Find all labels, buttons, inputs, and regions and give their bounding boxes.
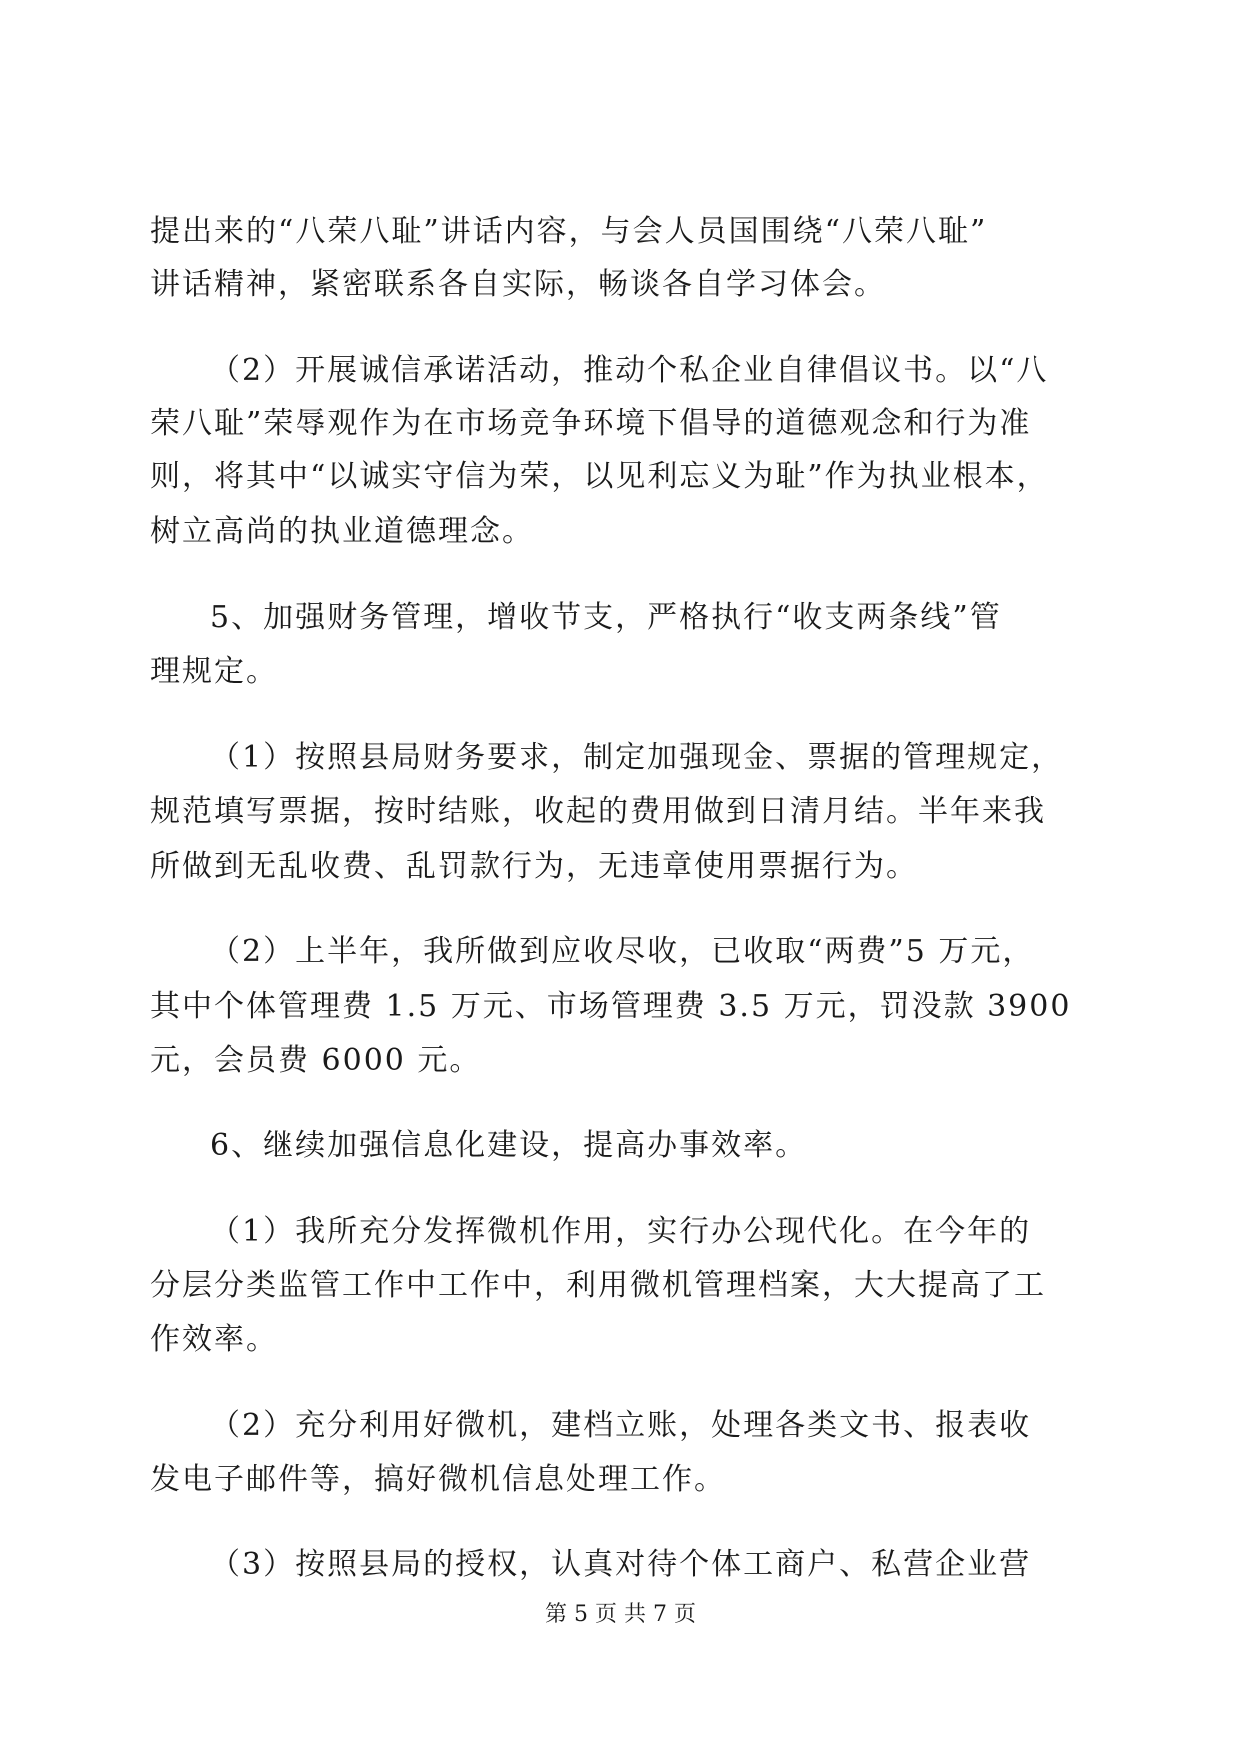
text-line-16: （1）我所充分发挥微机作用，实行办公现代化。在今年的 [210, 1214, 1032, 1249]
text-line-20: 发电子邮件等，搞好微机信息处理工作。 [150, 1462, 726, 1497]
text-line-13: 其中个体管理费 1.5 万元、市场管理费 3.5 万元，罚没款 3900 [150, 989, 1072, 1024]
text-line-10: 规范填写票据，按时结账，收起的费用做到日清月结。半年来我 [150, 794, 1046, 829]
text-line-5: 则，将其中“以诚实守信为荣，以见利忘义为耻”作为执业根本， [150, 459, 1049, 494]
text-line-12: （2）上半年，我所做到应收尽收，已收取“两费”5 万元， [210, 934, 1035, 969]
text-line-18: 作效率。 [150, 1322, 278, 1357]
text-line-4: 荣八耻”荣辱观作为在市场竞争环境下倡导的道德观念和行为准 [150, 406, 1032, 441]
text-line-21: （3）按照县局的授权，认真对待个体工商户、私营企业营 [210, 1547, 1032, 1582]
text-line-2: 讲话精神，紧密联系各自实际，畅谈各自学习体会。 [150, 267, 886, 302]
text-line-3: （2）开展诚信承诺活动，推动个私企业自律倡议书。以“八 [210, 353, 1049, 388]
page-number-footer: 第 5 页 共 7 页 [545, 1602, 696, 1627]
text-line-8: 理规定。 [150, 654, 278, 689]
text-line-11: 所做到无乱收费、乱罚款行为，无违章使用票据行为。 [150, 849, 918, 884]
text-line-1: 提出来的“八荣八耻”讲话内容，与会人员国围绕“八荣八耻” [150, 214, 988, 249]
text-line-19: （2）充分利用好微机，建档立账，处理各类文书、报表收 [210, 1408, 1032, 1443]
text-line-9: （1）按照县局财务要求，制定加强现金、票据的管理规定， [210, 740, 1064, 775]
text-line-6: 树立高尚的执业道德理念。 [150, 514, 534, 549]
text-line-17: 分层分类监管工作中工作中，利用微机管理档案，大大提高了工 [150, 1268, 1046, 1303]
text-line-15: 6、继续加强信息化建设，提高办事效率。 [210, 1128, 808, 1163]
text-line-14: 元，会员费 6000 元。 [150, 1043, 482, 1078]
text-line-7: 5、加强财务管理，增收节支，严格执行“收支两条线”管 [210, 600, 1002, 635]
